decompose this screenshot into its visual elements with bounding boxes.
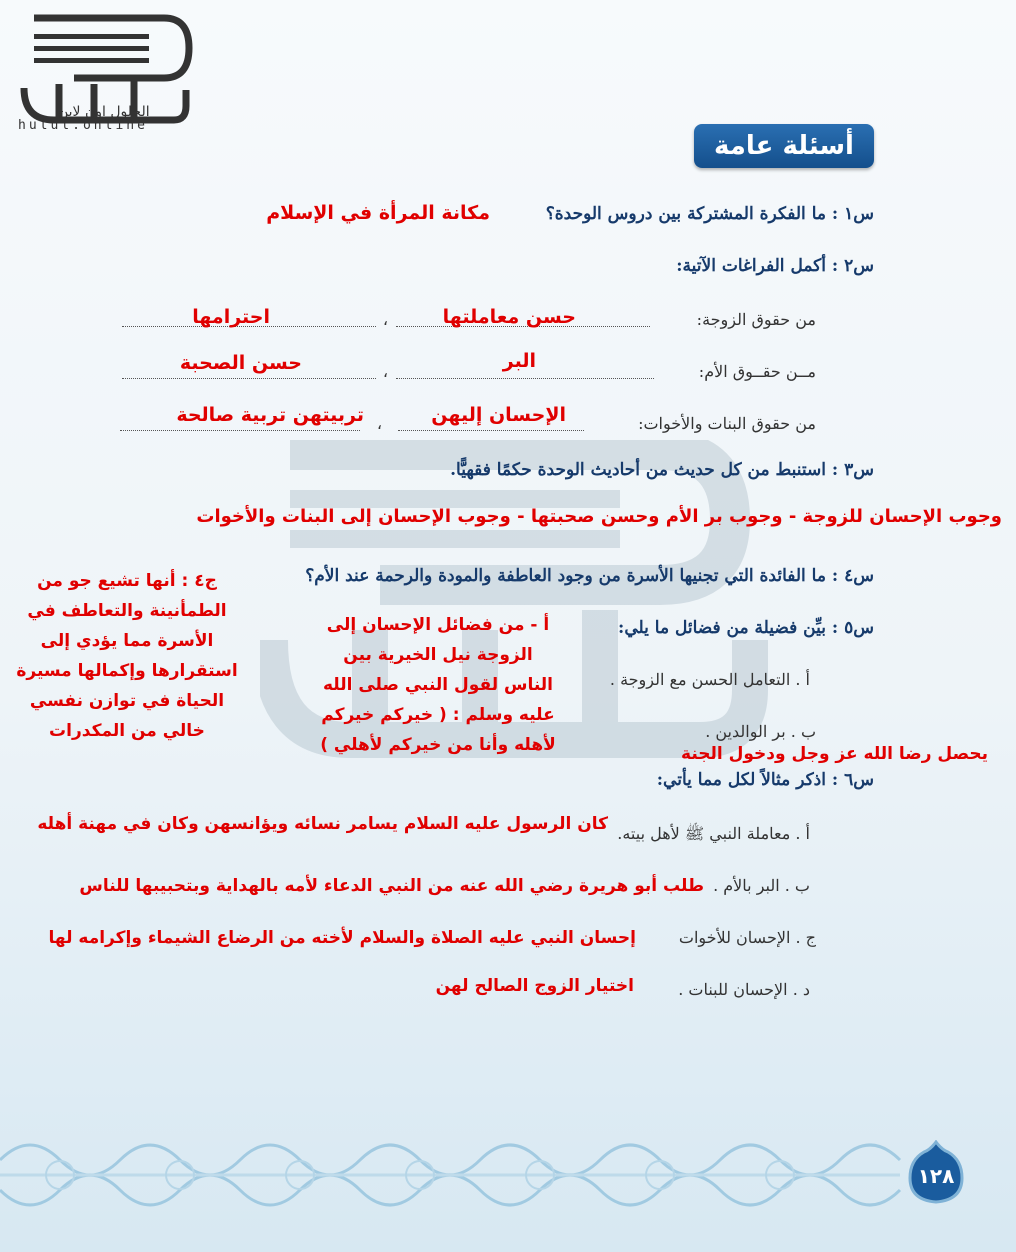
section-title: أسئلة عامة	[694, 124, 874, 168]
q5-item-a: أ . التعامل الحسن مع الزوجة .	[609, 670, 810, 689]
q2-row2-answer2: حسن الصحبة	[179, 352, 302, 374]
page-number-badge	[908, 1140, 964, 1204]
q2-row3-blank1	[398, 430, 584, 431]
q2-row1-prefix: من حقوق الزوجة:	[696, 310, 816, 329]
q6-item-c-prefix: ج . الإحسان للأخوات	[678, 928, 816, 947]
q5-label: س٥ : بيِّن فضيلة من فضائل ما يلي:	[618, 618, 874, 638]
q2-row3-answer2: تربيتهن تربية صالحة	[176, 404, 364, 426]
logo-latin-subtitle: hulul.online	[18, 118, 148, 133]
q2-row1-answer1: حسن معاملتها	[442, 306, 576, 328]
q2-row3-answer1: الإحسان إليهن	[431, 404, 566, 426]
q4-label: س٤ : ما الفائدة التي تجنيها الأسرة من وجود العاطفة والمودة والرحمة عند الأم؟	[305, 566, 874, 586]
page-number: ١٢٨	[917, 1164, 955, 1188]
q5-item-b: ب . بر الوالدين .	[705, 722, 816, 741]
q6-item-d-prefix: د . الإحسان للبنات .	[678, 980, 810, 999]
q6-item-a-answer: كان الرسول عليه السلام يسامر نسائه ويؤانسهن وكان في مهنة أهله	[37, 814, 608, 834]
q3-label: س٣ : استنبط من كل حديث من أحاديث الوحدة حكمًا فقهيًّا.	[450, 460, 874, 480]
q6-item-a-prefix: أ . معاملة النبي ﷺ لأهل بيته.	[617, 824, 810, 843]
q2-row2-blank2	[122, 378, 376, 379]
q2-row3-sep: ،	[376, 414, 382, 433]
q6-label: س٦ : اذكر مثالاً لكل مما يأتي:	[656, 770, 874, 790]
q2-row2-blank1	[396, 378, 654, 379]
q2-row1-sep: ،	[382, 310, 388, 329]
q2-row2-answer1: البر	[502, 350, 536, 372]
q6-item-b-answer: طلب أبو هريرة رضي الله عنه من النبي الدعاء لأمه بالهداية وبتحبيبها للناس	[79, 876, 704, 896]
q4-answer: ج٤ : أنها تشيع جو من الطمأنينة والتعاطف في الأسرة مما يؤدي إلى استقرارها وإكمالها مسيرة الحياة في توازن نفسي خالي من المكدرات	[16, 571, 238, 741]
q2-row2-prefix: مــن حقــوق الأم:	[698, 362, 816, 381]
q1-answer: مكانة المرأة في الإسلام	[266, 202, 490, 224]
q2-row2-sep: ،	[382, 362, 388, 381]
q5-answer-b: يحصل رضا الله عز وجل ودخول الجنة	[681, 744, 988, 764]
q2-row3-blank2	[120, 430, 360, 431]
decorative-footer-pattern	[0, 1130, 1016, 1240]
logo-arabic-subtitle: الحلول اون لاين	[58, 104, 150, 120]
q5-answer-a: أ - من فضائل الإحسان إلى الزوجة نيل الخيرية بين الناس لقول النبي صلى الله عليه وسلم : ( خيركم خيركم لأهله وأنا من خيركم لأهلي )	[320, 615, 556, 755]
q3-answer: وجوب الإحسان للزوجة - وجوب بر الأم وحسن صحبتها - وجوب الإحسان إلى البنات والأخوات	[196, 506, 1002, 527]
q1-label: س١ : ما الفكرة المشتركة بين دروس الوحدة؟	[545, 204, 874, 224]
q6-item-c-answer: إحسان النبي عليه الصلاة والسلام لأخته من الرضاع الشيماء وإكرامه لها	[48, 928, 636, 948]
q6-item-d-answer: اختيار الزوج الصالح لهن	[435, 976, 634, 996]
q2-row3-prefix: من حقوق البنات والأخوات:	[638, 414, 816, 433]
q2-row1-answer2: احترامها	[192, 306, 270, 328]
q6-item-b-prefix: ب . البر بالأم .	[713, 876, 810, 895]
q2-label: س٢ : أكمل الفراغات الآتية:	[676, 256, 874, 276]
